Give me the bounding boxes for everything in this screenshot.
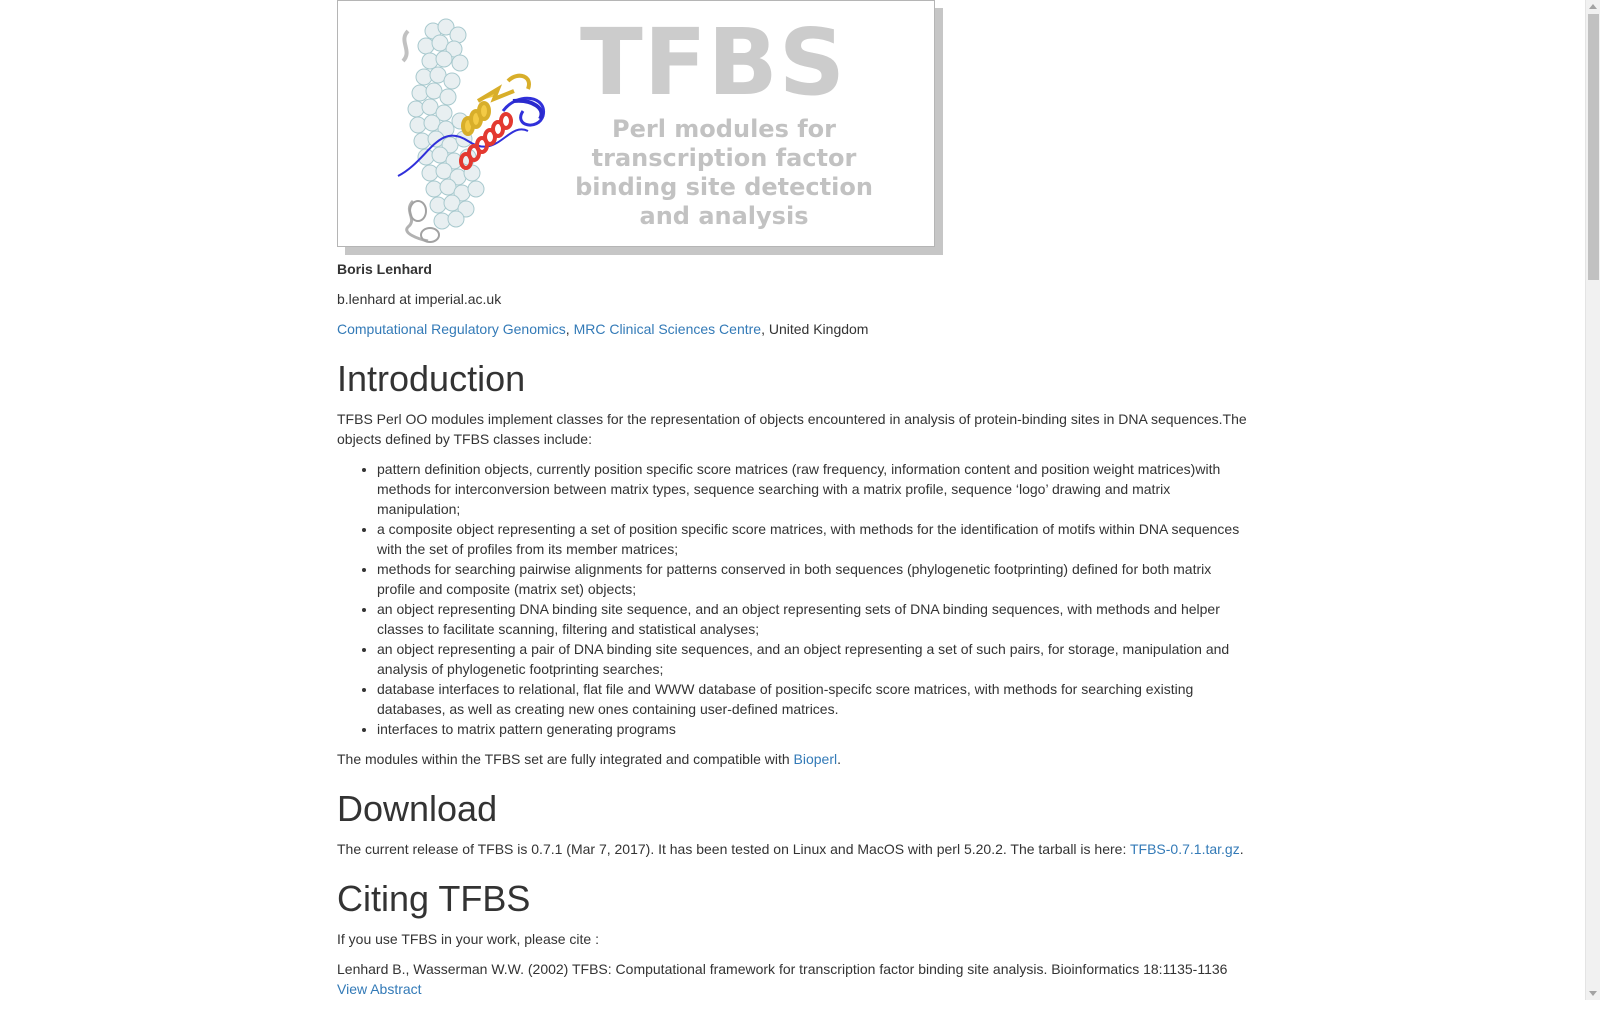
list-item: • an object representing DNA binding site sequence, and an object representing sets of DNA binding sequences, with methods and helper classes to facilitate scanning, filtering and statistical analyses;: [377, 599, 1247, 639]
author-email: b.lenhard at imperial.ac.uk: [337, 291, 502, 307]
citing-heading: Citing TFBS: [337, 878, 531, 919]
banner-subtitle: [574, 115, 874, 231]
banner-frame: [337, 0, 935, 247]
bioperl-text: The modules within the TFBS set are fully integrated and compatible with: [337, 751, 794, 767]
bioperl-link[interactable]: Bioperl: [793, 751, 838, 767]
citation-paragraph: [337, 959, 1247, 999]
banner-subtitle-line: binding site detection: [575, 173, 873, 201]
download-text: The current release of TFBS is 0.7.1 (Mar 7, 2017). It has been tested on Linux and MacOS with perl 5.20.2. The tarball is here:: [337, 841, 1130, 857]
feature-list: [337, 459, 1247, 739]
citing-intro: If you use TFBS in your work, please cite :: [337, 931, 599, 947]
page-content: [337, 0, 1247, 1009]
mrc-csc-link[interactable]: MRC Clinical Sciences Centre: [573, 321, 762, 337]
banner-subtitle-line: and analysis: [639, 202, 809, 230]
scroll-down-arrow-icon[interactable]: [1589, 991, 1597, 996]
scrollbar-thumb[interactable]: [1588, 14, 1599, 280]
citation-text: Lenhard B., Wasserman W.W. (2002) TFBS: Computational framework for transcription factor binding site analysis. Bioinformatics 18:1135-1136: [337, 961, 1228, 977]
banner-subtitle-line: transcription factor: [591, 144, 857, 172]
list-item: • methods for searching pairwise alignments for patterns conserved in both sequences (phylogenetic footprinting) defined for both matrix profile and composite (matrix set) objects;: [377, 559, 1247, 599]
bioperl-paragraph: [337, 749, 1247, 769]
bioperl-period: .: [837, 751, 842, 767]
crg-link[interactable]: Computational Regulatory Genomics: [337, 321, 566, 337]
affiliation-country: , United Kingdom: [761, 321, 869, 337]
author-affiliation: [337, 319, 1247, 339]
view-abstract-link[interactable]: View Abstract: [337, 981, 422, 997]
download-period: .: [1239, 841, 1244, 857]
list-item: • a composite object representing a set of position specific score matrices, with methods for the identification of motifs within DNA sequences with the set of profiles from its member matrices;: [377, 519, 1247, 559]
download-paragraph: [337, 839, 1247, 859]
download-heading: Download: [337, 788, 498, 829]
tfbs-banner: [337, 0, 944, 256]
tarball-link[interactable]: TFBS-0.7.1.tar.gz: [1129, 841, 1240, 857]
scroll-up-arrow-icon[interactable]: [1589, 4, 1597, 9]
author-name: Boris Lenhard: [337, 261, 432, 277]
vertical-scrollbar[interactable]: [1585, 0, 1600, 1000]
introduction-paragraph: TFBS Perl OO modules implement classes for the representation of objects encountered in analysis of protein-binding sites in DNA sequences.The objects defined by TFBS classes include:: [337, 411, 1247, 447]
list-item: • pattern definition objects, currently position specific score matrices (raw frequency, information content and position weight matrices)with methods for interconversion between matrix types, sequence searching with a matrix profile, sequence ‘logo’ drawing and matrix manipulation;: [377, 459, 1247, 519]
list-item: • interfaces to matrix pattern generating programs: [377, 719, 1247, 739]
list-item: • an object representing a pair of DNA binding site sequences, and an object representing a set of such pairs, for storage, manipulation and analysis of phylogenetic footprinting searches;: [377, 639, 1247, 679]
introduction-heading: Introduction: [337, 358, 526, 399]
banner-title: TFBS: [580, 9, 846, 116]
banner-subtitle-line: Perl modules for: [612, 115, 836, 143]
affiliation-separator: ,: [565, 321, 574, 337]
list-item: • database interfaces to relational, flat file and WWW database of position-specifc score matrices, with methods for searching existing databases, as well as creating new ones containing user-defined matrices.: [377, 679, 1247, 719]
